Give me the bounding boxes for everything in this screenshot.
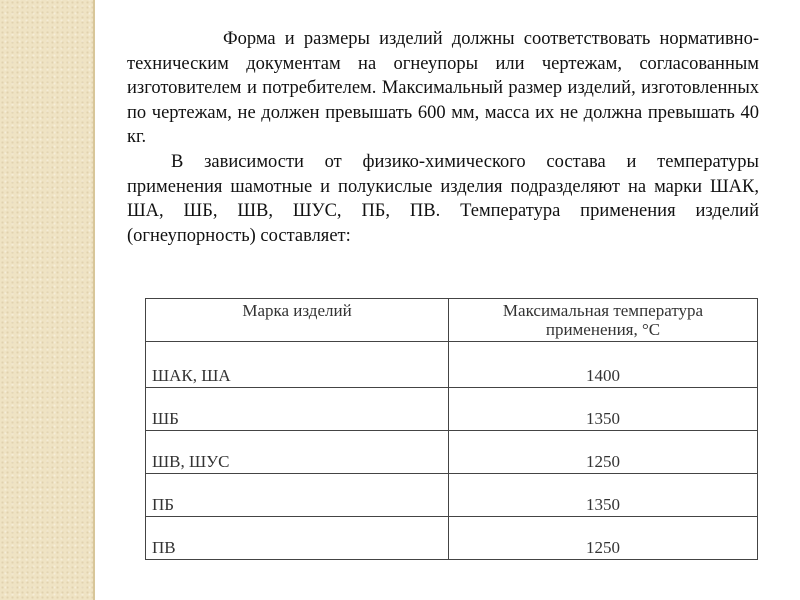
table-row <box>146 342 758 388</box>
cell-temperature: 1250 <box>449 431 758 474</box>
cell-temperature: 1400 <box>449 342 758 388</box>
cell-mark: ШБ <box>146 388 449 431</box>
cell-mark: ПВ <box>146 517 449 560</box>
table-row <box>146 474 758 517</box>
decorative-side-strip <box>0 0 93 600</box>
header-mark: Марка изделий <box>146 299 449 342</box>
paragraph-grades: В зависимости от физико-химического состава и температуры применения шамотные и полукислые изделия подразделяют на марки ШАК, ША, ШБ, ШВ, ШУС, ПБ, ПВ. Температура применения изделий (огнеупорность) составляет: <box>127 151 759 246</box>
table-row <box>146 431 758 474</box>
cell-temperature: 1350 <box>449 474 758 517</box>
table-row <box>146 517 758 560</box>
cell-mark: ПБ <box>146 474 449 517</box>
cell-mark: ШВ, ШУС <box>146 431 449 474</box>
cell-mark: ШАК, ША <box>146 342 449 388</box>
paragraph-size-requirements: Форма и размеры изделий должны соответствовать нормативно-техническим документам на огнеупоры или чертежам, согласованным изготовителем и потребителем. Максимальный размер изделий, изготовленных по чертежам, не должен превышать 600 мм, масса их не должна превышать 40 кг. <box>127 29 759 148</box>
side-strip-border <box>93 0 95 600</box>
cell-temperature: 1350 <box>449 388 758 431</box>
body-text <box>127 27 759 248</box>
cell-temperature: 1250 <box>449 517 758 560</box>
header-max-temperature: Максимальная температура применения, °С <box>449 299 758 342</box>
temperature-table <box>145 298 758 560</box>
table-header-row <box>146 299 758 342</box>
table-row <box>146 388 758 431</box>
